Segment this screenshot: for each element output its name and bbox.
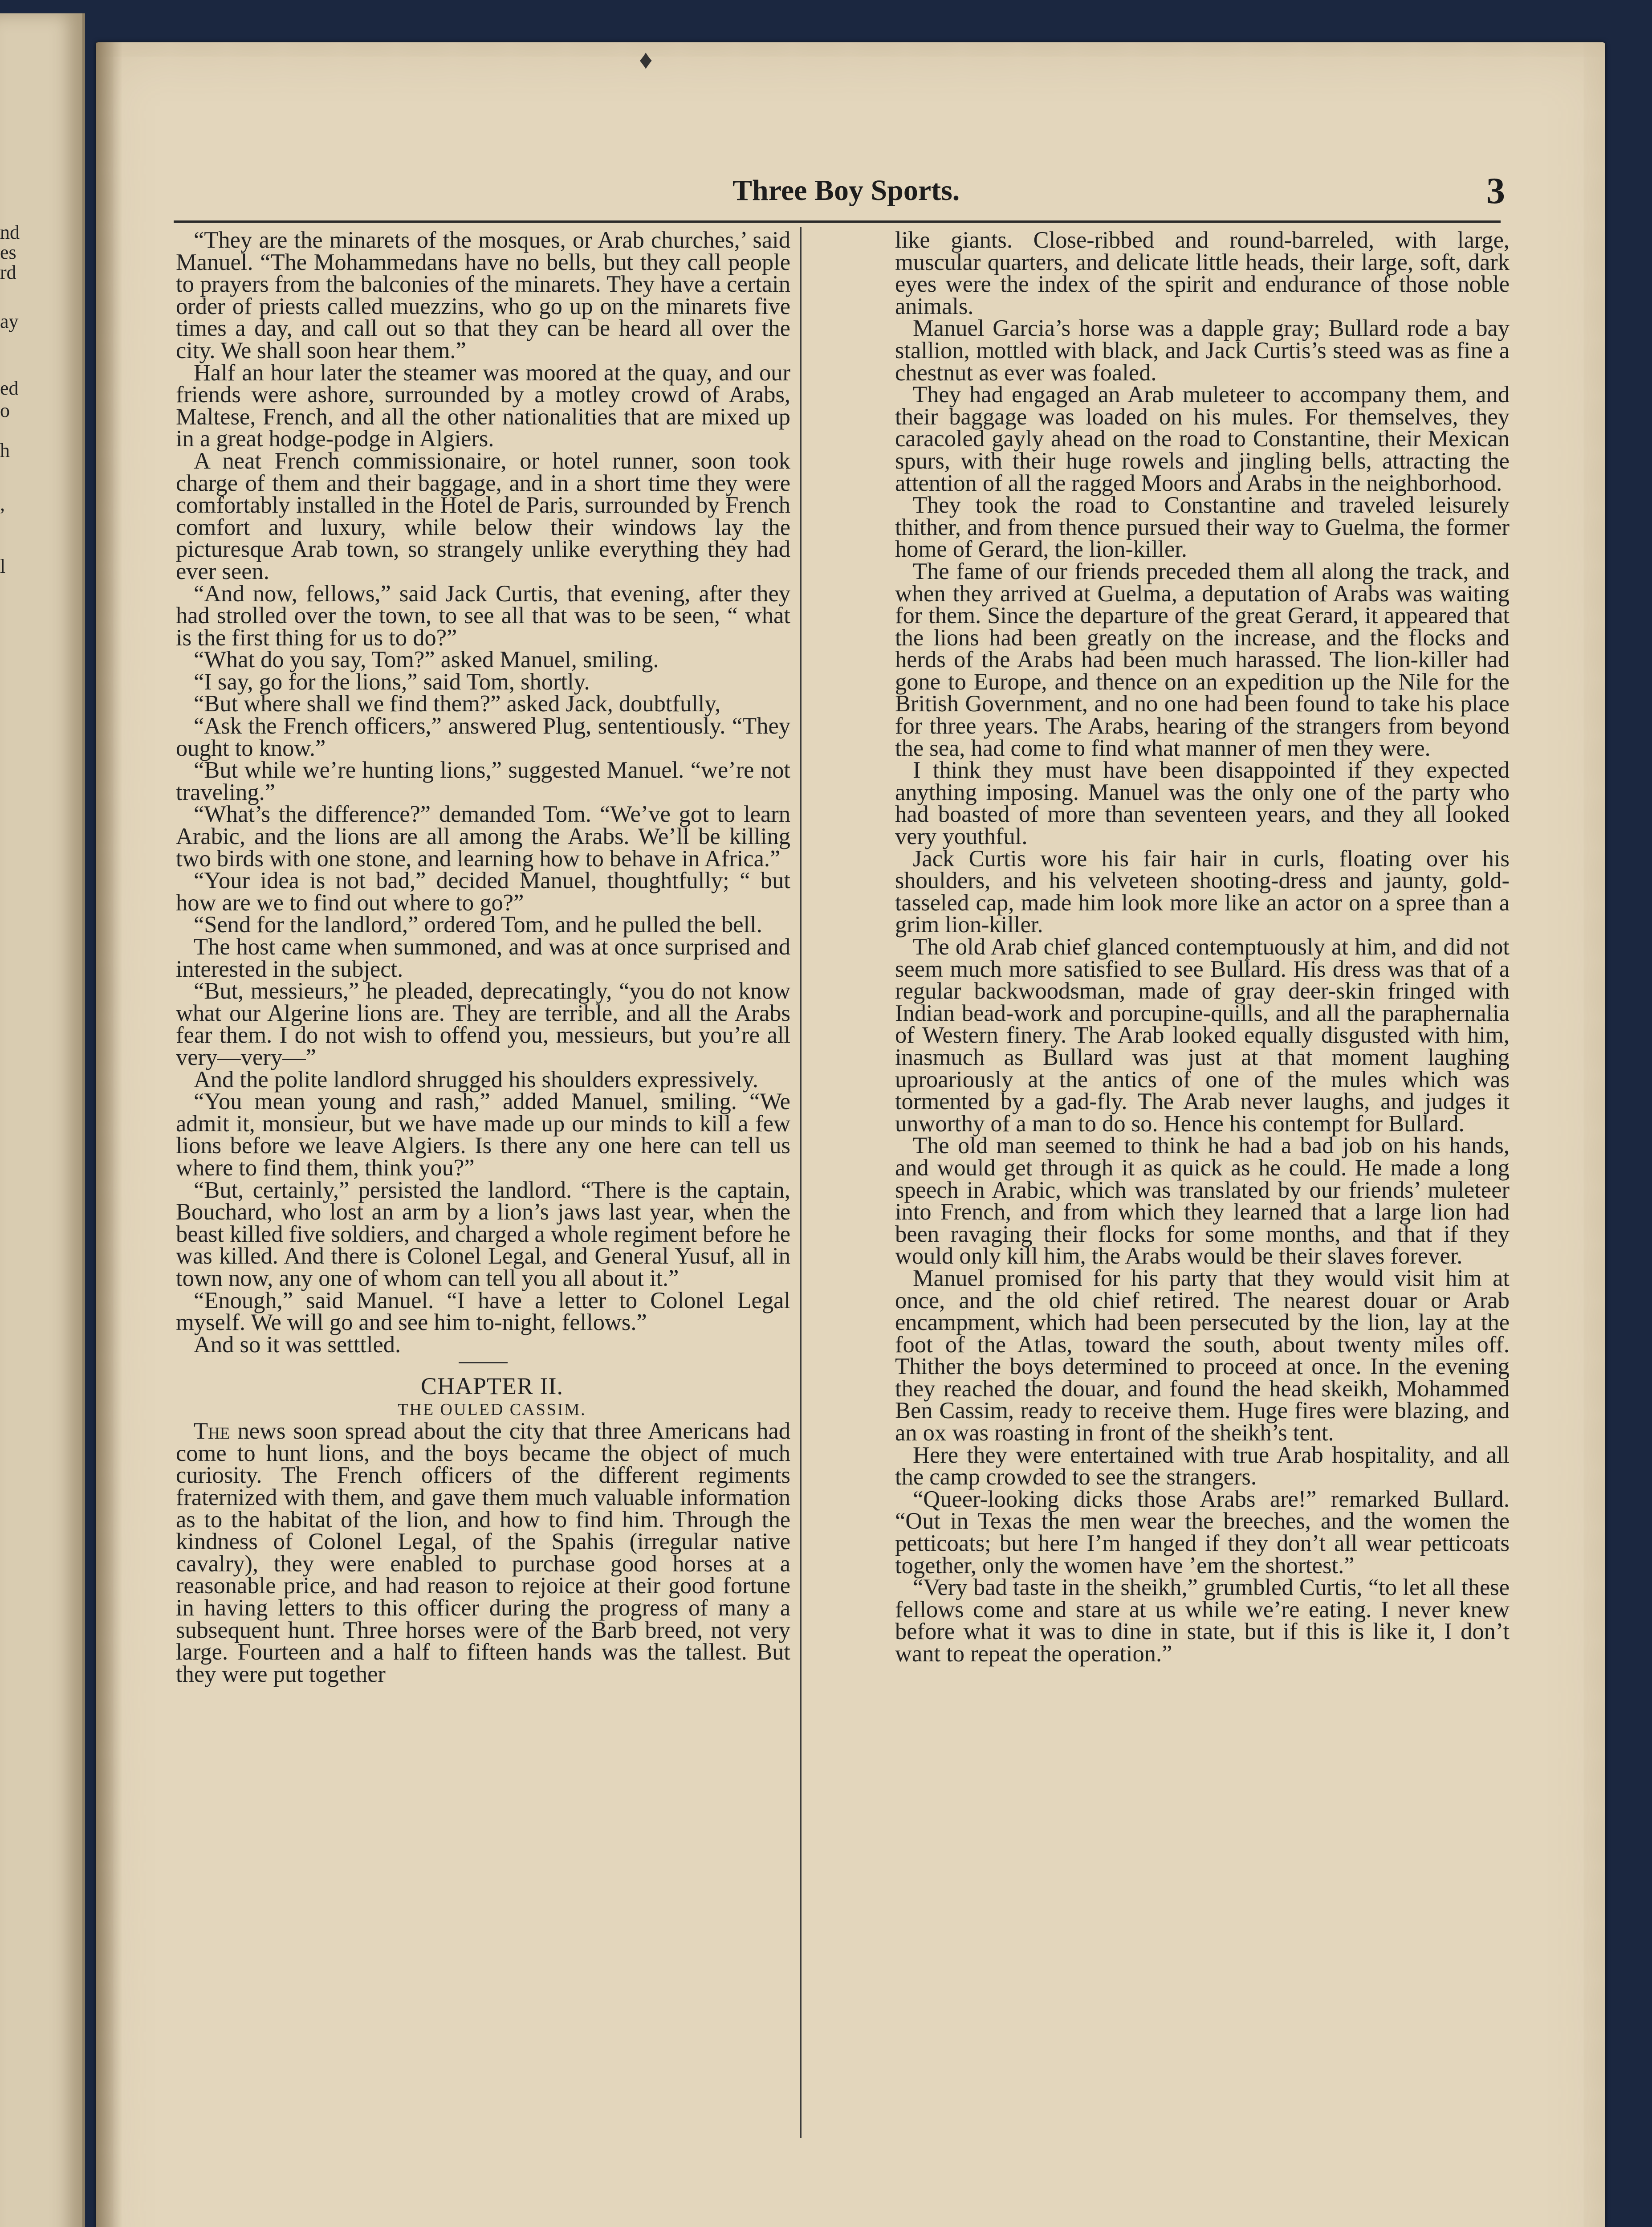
edge-fragment: ay [0,310,19,332]
paragraph: The old Arab chief glanced contemptuously at him, and did not seem much more satisfied to see Bullard. His dress was that of a regular backwoodsman, made of gray deer-skin fringed with Indian bead-work and porcupine-quills, and all the paraphernalia of Western finery. The Arab looked equally disgusted with him, inasmuch as Bullard was just at that moment laughing uproariously at the antics of one of the mules which was tormented by a gad-fly. The Arab never laughs, and judges it unworthy of a man to do so. Hence his contempt for Bullard. [895,934,1510,1137]
edge-fragment: h [0,440,10,461]
paragraph: Here they were entertained with true Arab hospitality, and all the camp crowded to see the strangers. [895,1442,1510,1490]
paragraph: “Very bad taste in the sheikh,” grumbled Curtis, “to let all these fellows come and stare at us while we’re eating. I never knew before what it was to dine in state, but if this is like it, I don’t want to repeat the operation.” [895,1574,1510,1667]
magazine-page [96,42,1605,2227]
chapter-title: CHAPTER II. [421,1373,563,1400]
paragraph: “Enough,” said Manuel. “I have a letter to Colonel Legal myself. We will go and see him to-night, fellows.” [176,1287,790,1336]
paragraph: “Your idea is not bad,” decided Manuel, thoughtfully; “ but how are we to find out where to go?” [176,868,790,916]
paragraph: Half an hour later the steamer was moored at the quay, and our friends were ashore, surrounded by a motley crowd of Arabs, Maltese, French, and all the other nationalities that are mixed up in a great hodge-podge in Algiers. [176,359,790,452]
header-rule [174,220,1501,223]
paragraph: The fame of our friends preceded them all along the track, and when they arrived at Guelma, a deputation of Arabs was waiting for them. Since the departure of the great Gerard, it appeared that the lions had been greatly on the increase, and the flocks and herds of the Arabs had been much harassed. The lion-killer had gone to Europe, and thence on an expedition up the Nile for the British Government, and no one had been found to take his place for three years. The Arabs, hearing of the strangers from beyond the sea, had come to find what manner of men they were. [895,558,1510,761]
paragraph: They took the road to Constantine and traveled leisurely thither, and from thence pursued their way to Guelma, the former home of Gerard, the lion-killer. [895,492,1510,563]
paragraph: The host came when summoned, and was at once surprised and interested in the subject. [176,934,790,982]
chapter-subtitle: THE OULED CASSIM. [398,1400,586,1419]
chapter-rule [459,1362,508,1363]
chapter-paragraph-text: news soon spread about the city that three Americans had come to hunt lions, and the boys became the object of much curiosity. The French officers of the different regiments fraternized with them, and gave them much valuable information as to the habitat of the lion, and how to find him. Through the kindness of Colonel Legal, of the Spahis (irregular native cavalry), they were enabled to purchase good horses at a reasonable price, and had reason to rejoice at their good fortune in having letters to this officer during the progress of many a subsequent hunt. Three horses were of the Barb breed, not very large. Fourteen and a half to fifteen hands was the tallest. But they were put together [176,1418,790,1687]
gutter-shadow [96,42,122,2227]
paragraph: Manuel Garcia’s horse was a dapple gray; Bullard rode a bay stallion, mottled with black, and Jack Curtis’s steed was as fine a chestnut as ever was foaled. [895,315,1510,386]
paragraph: “I say, go for the lions,” said Tom, shortly. [194,669,590,695]
right-column [895,229,1510,2116]
paragraph: “And now, fellows,” said Jack Curtis, that evening, after they had strolled over the town, to see all that was to be seen, “ what is the first thing for us to do?” [176,580,790,651]
paragraph: “Queer-looking dicks those Arabs are!” remarked Bullard. “Out in Texas the men wear the breeches, and the women the petticoats; but here I’m hanged if they don’t all wear petticoats together, only the women have ’em the shortest.” [895,1486,1510,1578]
paragraph: I think they must have been disappointed if they expected anything imposing. Manuel was the only one of the party who had boasted of more than seventeen years, and they all looked very youthful. [895,757,1510,850]
paragraph: “What do you say, Tom?” asked Manuel, smiling. [194,647,659,673]
paragraph: Jack Curtis wore his fair hair in curls, floating over his shoulders, and his velveteen shooting-dress and jaunty, gold-tasseled cap, made him look more like an actor on a spree than a grim lion-killer. [895,845,1510,938]
page-number: 3 [1486,170,1505,212]
edge-fragment: es [0,241,16,263]
paragraph: The old man seemed to think he had a bad job on his hands, and would get through it as quick as he could. He made a long speech in Arabic, which was translated by our friends’ muleteer into French, and from which they learned that a large lion had been ravaging their flocks for some months, and that if they would only kill him, the Arabs would be their slaves forever. [895,1133,1510,1269]
paragraph: And so it was setttled. [194,1331,401,1358]
binding-mark: ♦ [639,45,653,74]
left-column [176,229,790,2136]
page-header [189,170,1507,214]
edge-fragment: rd [0,261,16,283]
paragraph: And the polite landlord shrugged his shoulders expressively. [194,1066,759,1093]
paragraph: like giants. Close-ribbed and round-barreled, with large, muscular quarters, and delicate little heads, their large, soft, dark eyes were the index of the spirit and endurance of those noble animals. [895,227,1510,319]
paragraph: They had engaged an Arab muleteer to accompany them, and their baggage was loaded on his mules. For themselves, they caracoled gayly ahead on the road to Constantine, their Mexican spurs, with their huge rowels and jingling bells, attracting the attention of all the ragged Moors and Arabs in the neighborhood. [895,382,1510,496]
column-divider [800,227,802,2138]
previous-page-edge [0,13,85,2227]
edge-fragment: , [0,493,5,515]
paragraph: “Send for the landlord,” ordered Tom, and he pulled the bell. [194,912,762,938]
chapter-lead-word: The [194,1418,230,1444]
paragraph: “But, certainly,” persisted the landlord. “There is the captain, Bouchard, who lost an arm by a lion’s jaws last year, when the beast killed five soldiers, and charged a whole regiment before he was killed. And there is Colonel Legal, and General Yusuf, all in town now, any one of whom can tell you all about it.” [176,1177,790,1291]
edge-fragment: nd [0,221,20,243]
paragraph: Manuel promised for his party that they would visit him at once, and the old chief retired. The nearest douar or Arab encampment, which had been persecuted by the lion, lay at the foot of the Atlas, toward the south, about twenty miles off. Thither the boys determined to proceed at once. In the evening they reached the douar, and found the head skeikh, Mohammed Ben Cassim, ready to receive them. Huge fires were blazing, and an ox was roasting in front of the sheikh’s tent. [895,1265,1510,1446]
paragraph: “They are the minarets of the mosques, or Arab churches,’ said Manuel. “The Mohammedans have no bells, but they call people to prayers from the balconies of the minarets. They have a certain order of priests called muezzins, who go up on the minarets five times a day, and call out so that they can be heard all over the city. We shall soon hear them.” [176,227,790,363]
paragraph: “Ask the French officers,” answered Plug, sententiously. “They ought to know.” [176,713,790,761]
paragraph: “But, messieurs,” he pleaded, deprecatingly, “you do not know what our Algerine lions are. They are terrible, and all the Arabs fear them. I do not wish to offend you, messieurs, but you’re all very—very—” [176,978,790,1070]
paragraph: “But while we’re hunting lions,” suggested Manuel. “we’re not traveling.” [176,757,790,805]
edge-fragment: l [0,555,6,577]
paragraph: “But where shall we find them?” asked Jack, doubtfully, [194,691,721,717]
paragraph: “You mean young and rash,” added Manuel, smiling. “We admit it, monsieur, but we have made up our minds to kill a few lions before we leave Algiers. Is there any one here can tell us where to find them, think you?” [176,1089,790,1181]
edge-fragment: o [0,400,10,421]
paragraph: A neat French commissionaire, or hotel runner, soon took charge of them and their baggage, and in a short time they were comfortably installed in the Hotel de Paris, surrounded by French comfort and luxury, while below their windows lay the picturesque Arab town, so strangely unlike everything they had ever seen. [176,448,790,584]
running-title: Three Boy Sports. [732,174,960,207]
chapter-opening-paragraph [176,1420,790,1685]
paragraph: “What’s the difference?” demanded Tom. “We’ve got to learn Arabic, and the lions are all among the Arabs. We’ll be killing two birds with one stone, and learning how to behave in Africa.” [176,801,790,872]
edge-fragment: ed [0,377,19,399]
